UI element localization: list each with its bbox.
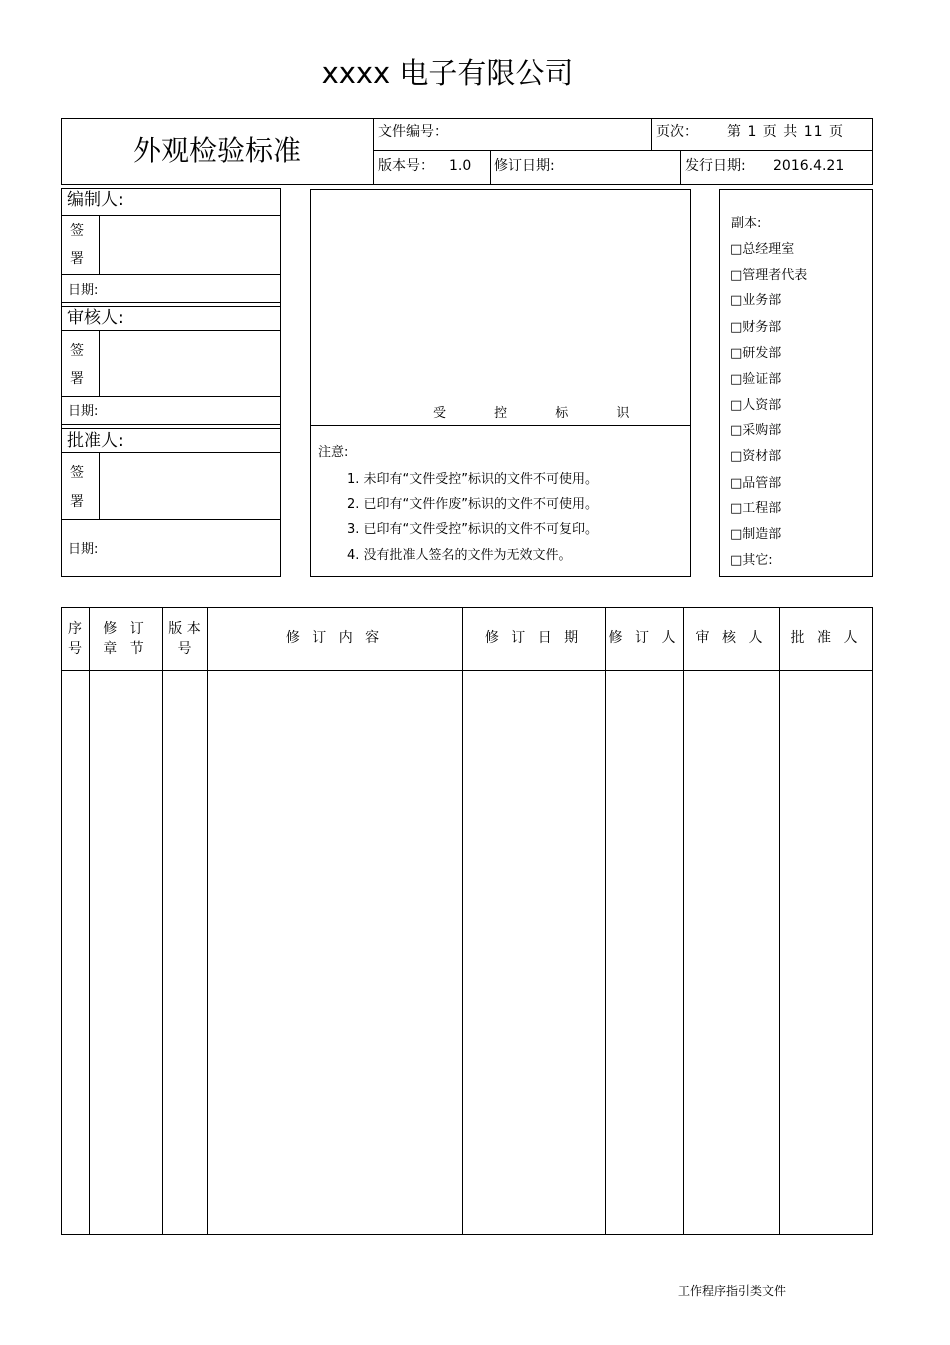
reviewer-signature-field[interactable] [100,331,280,396]
company-name: xxxx 电子有限公司 [321,56,574,90]
header-reviewer: 审 核 人 [695,630,767,646]
copy-checkbox[interactable]: □制造部 [730,527,782,542]
reviewer-label: 审核人: [67,308,124,328]
version-label: 版本号： [378,158,434,174]
copy-checkbox[interactable]: □业务部 [730,293,782,308]
reviewer-date-label: 日期: [68,404,99,419]
reviewer-sign-char1: 签 [70,343,84,359]
copies-title: 副本: [731,216,762,231]
approver-sign-char1: 签 [70,465,84,481]
header-date: 修 订 日 期 [484,630,583,646]
copy-checkbox[interactable]: □管理者代表 [730,268,808,283]
header-version-line2: 号 [177,641,192,657]
approver-sign-char2: 署 [70,494,84,510]
header-content: 修 订 内 容 [285,630,384,646]
approver-date-label: 日期: [68,542,99,557]
notes-title: 注意: [318,445,349,460]
copy-checkbox[interactable]: □品管部 [730,476,782,491]
version-value: 1.0 [449,158,472,174]
approver-signature-field[interactable] [100,453,280,519]
editor-label: 编制人: [67,190,124,210]
copy-checkbox[interactable]: □人资部 [730,398,782,413]
copy-checkbox[interactable]: □工程部 [730,501,782,516]
footer-doc-type: 工作程序指引类文件 [678,1284,787,1298]
revision-table-body[interactable] [62,671,872,1234]
header-seq-line1: 序 [68,621,82,637]
doc-number-label: 文件编号： [378,124,448,140]
copy-checkbox[interactable]: □其它: [730,553,773,568]
editor-date-label: 日期: [68,283,99,298]
note-item: 3. 已印有“文件受控”标识的文件不可复印。 [347,522,599,537]
copy-checkbox[interactable]: □研发部 [730,346,782,361]
issue-date-label: 发行日期: [685,158,746,174]
document-title: 外观检验标准 [132,134,301,167]
control-mark-label: 受 控 标 识 [433,406,652,421]
editor-sign-char2: 署 [70,251,84,267]
editor-sign-char1: 签 [70,223,84,239]
header-version-line1: 版 本 [168,621,201,637]
header-seq-line2: 号 [68,641,82,657]
header-chapter-line2: 章 节 [103,641,148,657]
control-stamp-area [311,190,690,425]
copy-checkbox[interactable]: □财务部 [730,320,782,335]
page-label: 页次： [656,124,698,140]
approver-label: 批准人: [67,431,124,451]
page-info: 第 1 页 共 11 页 [727,124,844,140]
copy-checkbox[interactable]: □资材部 [730,449,782,464]
note-item: 4. 没有批准人签名的文件为无效文件。 [347,548,572,563]
header-approver: 批 准 人 [790,630,862,646]
header-reviser: 修 订 人 [608,630,680,646]
note-item: 2. 已印有“文件作废”标识的文件不可使用。 [347,497,599,512]
reviewer-sign-char2: 署 [70,371,84,387]
copy-checkbox[interactable]: □总经理室 [730,242,795,257]
copy-checkbox[interactable]: □验证部 [730,372,782,387]
note-item: 1. 未印有“文件受控”标识的文件不可使用。 [347,472,599,487]
revise-date-label: 修订日期: [494,158,555,174]
editor-signature-field[interactable] [100,216,280,274]
copy-checkbox[interactable]: □采购部 [730,423,782,438]
header-chapter-line1: 修 订 [103,621,148,637]
issue-date-value: 2016.4.21 [773,158,845,174]
